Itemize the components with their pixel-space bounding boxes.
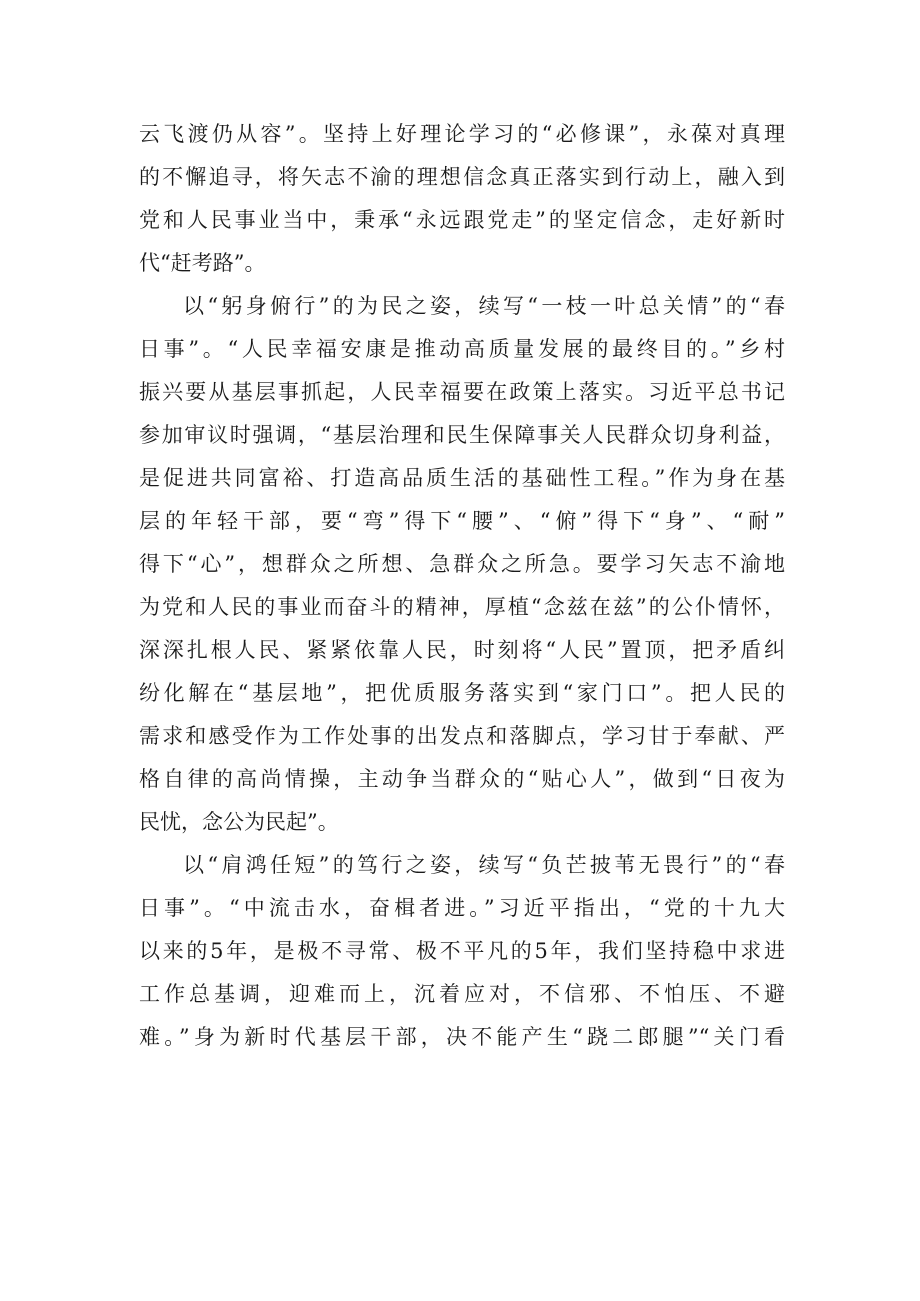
- paragraph-3-line-2: 日事”。“中流击水，奋楫者进。”习近平指出，“党的十九大: [139, 896, 785, 920]
- paragraph-3-line-1: 以“肩鸿任短”的笃行之姿，续写“负芒披苇无畏行”的“春: [183, 853, 785, 877]
- article-body: [139, 115, 785, 1061]
- paragraph-2-line-8: 为党和人民的事业而奋斗的精神，厚植“念兹在兹”的公仆情怀，: [139, 595, 785, 619]
- paragraph-2-line-13: 民忧，念公为民起”。: [139, 810, 339, 834]
- paragraph-2-line-9: 深深扎根人民、紧紧依靠人民，时刻将“人民”置顶，把矛盾纠: [139, 638, 785, 662]
- paragraph-2-line-5: 是促进共同富裕、打造高品质生活的基础性工程。”作为身在基: [139, 466, 785, 490]
- paragraph-2-line-7: 得下“心”，想群众之所想、急群众之所急。要学习矢志不渝地: [139, 552, 785, 576]
- paragraph-3-line-3: 以来的5年，是极不寻常、极不平凡的5年，我们坚持稳中求进: [139, 939, 785, 963]
- paragraph-2-line-12: 格自律的高尚情操，主动争当群众的“贴心人”，做到“日夜为: [139, 767, 785, 791]
- paragraph-1-line-3: 党和人民事业当中，秉承“永远跟党走”的坚定信念，走好新时: [139, 208, 785, 232]
- paragraph-2-line-10: 纷化解在“基层地”，把优质服务落实到“家门口”。把人民的: [139, 681, 785, 705]
- paragraph-2-line-6: 层的年轻干部，要“弯”得下“腰”、“俯”得下“身”、“耐”: [139, 509, 785, 533]
- paragraph-2-line-2: 日事”。“人民幸福安康是推动高质量发展的最终目的。”乡村: [139, 337, 785, 361]
- paragraph-1-line-4: 代“赶考路”。: [139, 251, 266, 275]
- paragraph-1-line-1: 云飞渡仍从容”。坚持上好理论学习的“必修课”，永葆对真理: [139, 122, 785, 146]
- paragraph-1-line-2: 的不懈追寻，将矢志不渝的理想信念真正落实到行动上，融入到: [139, 165, 785, 189]
- paragraph-3-line-5: 难。”身为新时代基层干部，决不能产生“跷二郎腿”“关门看: [139, 1025, 785, 1049]
- paragraph-2-line-11: 需求和感受作为工作处事的出发点和落脚点，学习甘于奉献、严: [139, 724, 785, 748]
- paragraph-3-line-4: 工作总基调，迎难而上，沉着应对，不信邪、不怕压、不避: [139, 982, 785, 1006]
- paragraph-2-line-3: 振兴要从基层事抓起，人民幸福要在政策上落实。习近平总书记: [139, 380, 785, 404]
- paragraph-2-line-4: 参加审议时强调，“基层治理和民生保障事关人民群众切身利益，: [139, 423, 785, 447]
- paragraph-2-line-1: 以“躬身俯行”的为民之姿，续写“一枝一叶总关情”的“春: [183, 294, 785, 318]
